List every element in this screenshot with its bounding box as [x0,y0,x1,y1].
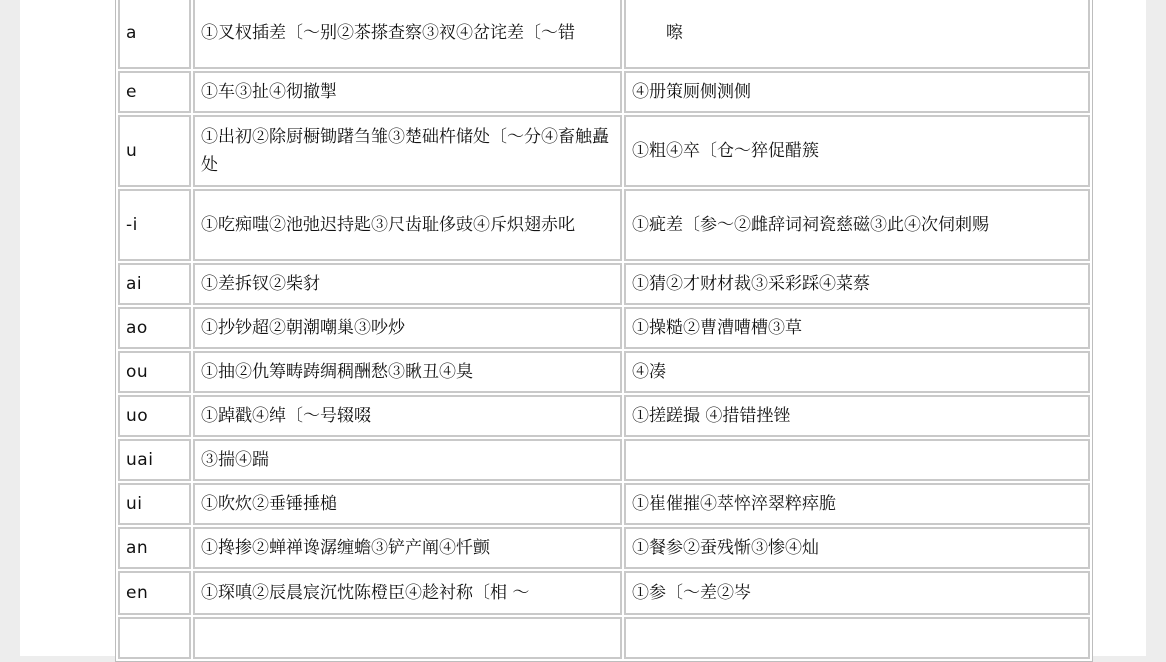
final-cell: an [118,527,191,569]
final-cell: ao [118,307,191,349]
dental-chars-cell: ①参〔～差②岑 [624,571,1090,615]
table-row [118,115,1090,187]
final-cell: uai [118,439,191,481]
final-cell: u [118,115,191,187]
retroflex-chars-cell: ①踔戳④绰〔～号辍啜 [193,395,622,437]
dental-chars-cell: ①猜②才财材裁③采彩踩④菜蔡 [624,263,1090,305]
final-cell: uo [118,395,191,437]
retroflex-chars-cell [193,617,622,659]
final-cell: ou [118,351,191,393]
dental-chars-cell: ①粗④卒〔仓～猝促醋簇 [624,115,1090,187]
retroflex-chars-cell: ①差拆钗②柴豺 [193,263,622,305]
dental-chars-cell: ①餐参②蚕残惭③惨④灿 [624,527,1090,569]
final-cell: a [118,0,191,69]
retroflex-chars-cell: ①抽②仇筹畴踌绸稠酬愁③瞅丑④臭 [193,351,622,393]
retroflex-chars-cell: ③揣④踹 [193,439,622,481]
document-page [20,0,1146,656]
retroflex-chars-cell: ①车③扯④彻撤掣 [193,71,622,113]
table-row [118,527,1090,569]
table-row [118,483,1090,525]
dental-chars-cell: ①崔催摧④萃悴淬翠粹瘁脆 [624,483,1090,525]
final-cell: ai [118,263,191,305]
final-cell: -i [118,189,191,261]
table-row [118,307,1090,349]
pinyin-table [115,0,1093,662]
dental-chars-cell: ①搓蹉撮 ④措错挫锉 [624,395,1090,437]
retroflex-chars-cell: ①出初②除厨橱锄躇刍雏③楚础杵储处〔～分④畜触矗处 [193,115,622,187]
retroflex-chars-cell: ①叉杈插差〔～别②茶搽查察③衩④岔诧差〔～错 [193,0,622,69]
table-row [118,71,1090,113]
table-row [118,617,1090,659]
retroflex-chars-cell: ①吹炊②垂锤捶槌 [193,483,622,525]
final-cell: en [118,571,191,615]
retroflex-chars-cell: ①抄钞超②朝潮嘲巢③吵炒 [193,307,622,349]
dental-chars-cell: ①操糙②曹漕嘈槽③草 [624,307,1090,349]
table-row [118,571,1090,615]
retroflex-chars-cell: ①搀掺②蝉禅谗潺缠蟾③铲产阐④忏颤 [193,527,622,569]
retroflex-chars-cell: ①琛嗔②辰晨宸沉忱陈橙臣④趁衬称〔相 ～ [193,571,622,615]
dental-chars-cell: ④凑 [624,351,1090,393]
table-row [118,439,1090,481]
dental-chars-cell [624,439,1090,481]
dental-chars-cell: ①疵差〔参～②雌辞词祠瓷慈磁③此④次伺刺赐 [624,189,1090,261]
final-cell: ui [118,483,191,525]
final-cell: e [118,71,191,113]
dental-chars-cell: ④册策厕侧测侧 [624,71,1090,113]
table-row [118,351,1090,393]
retroflex-chars-cell: ①吃痴嗤②池弛迟持匙③尺齿耻侈豉④斥炽翅赤叱 [193,189,622,261]
table-row [118,395,1090,437]
dental-chars-cell: 嚓 [624,0,1090,69]
dental-chars-cell [624,617,1090,659]
table-row [118,263,1090,305]
table-row [118,0,1090,69]
table-row [118,189,1090,261]
final-cell [118,617,191,659]
